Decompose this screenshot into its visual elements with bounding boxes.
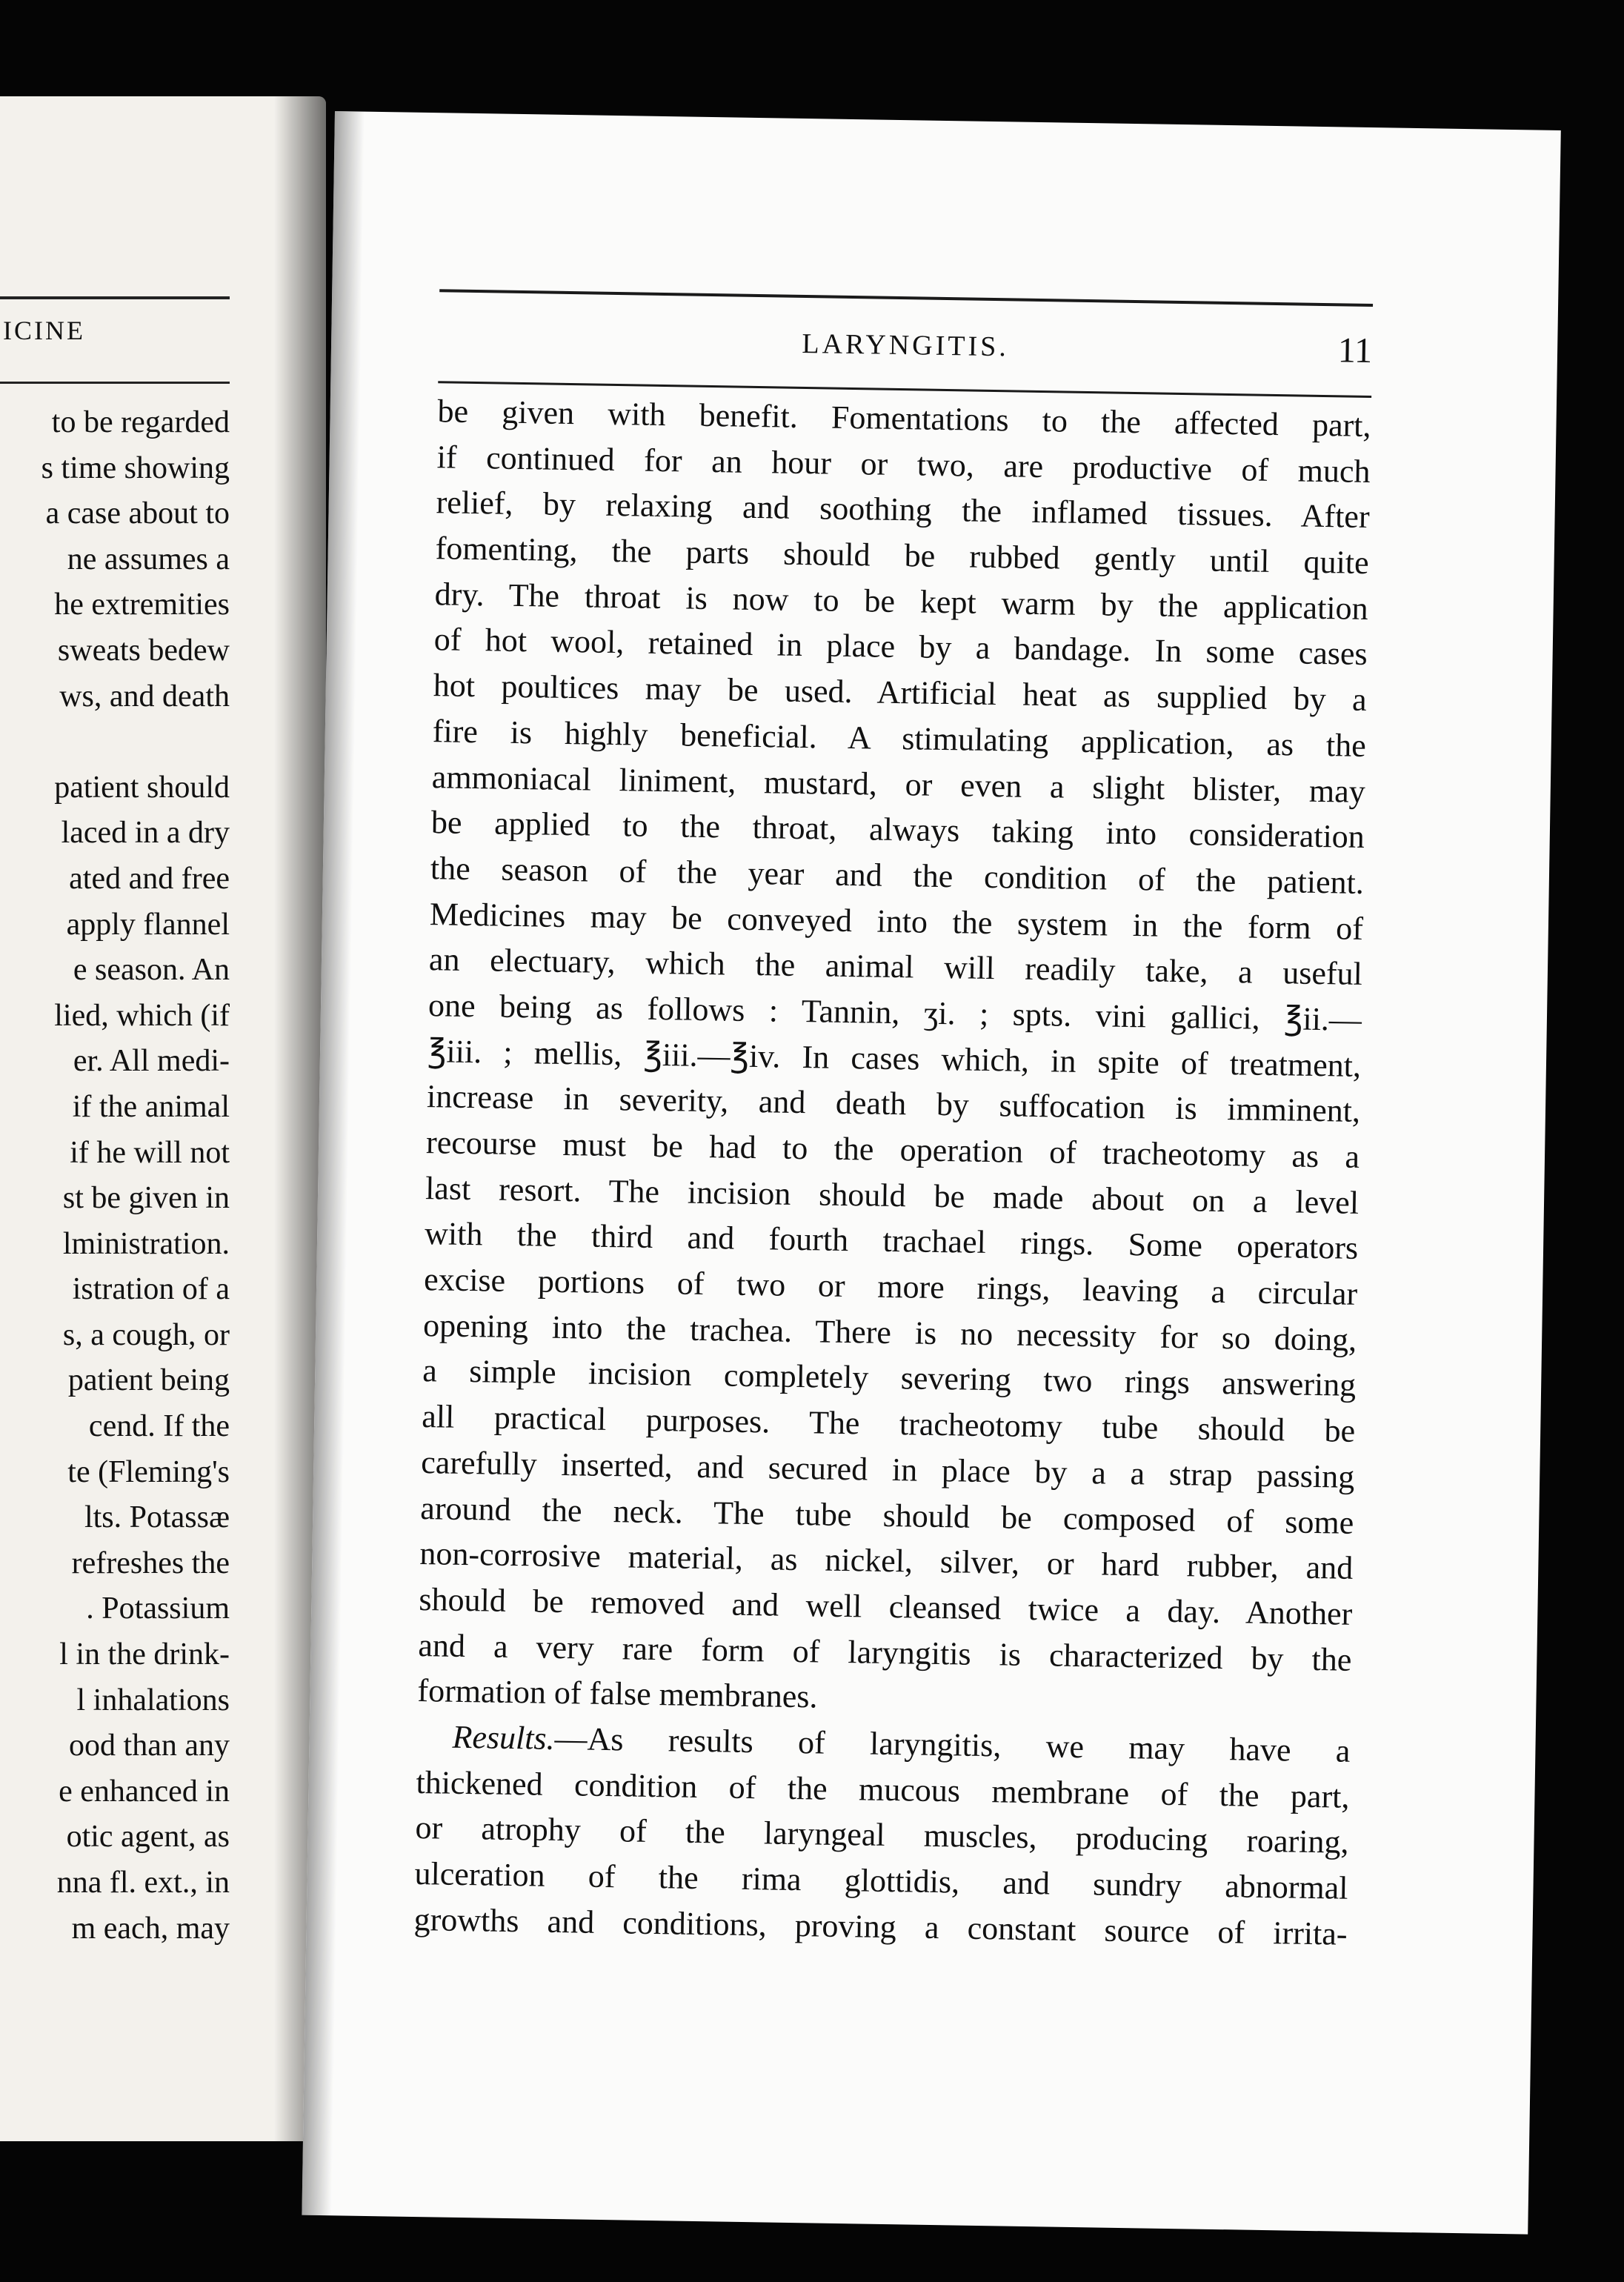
text-line: s time showing [41, 450, 230, 485]
text-line: opening into the trachea. There is no necessity for so doing, [422, 1306, 1357, 1358]
text-line: thickened condition of the mucous membrane of the part, [416, 1763, 1350, 1815]
text-line: lts. Potassæ [84, 1500, 230, 1535]
running-head [439, 322, 1373, 381]
text-line: carefully inserted, and secured in place by a a strap passing [420, 1443, 1355, 1495]
text-line: to be regarded [51, 405, 230, 439]
text-line: lministration. [62, 1226, 230, 1261]
text-line: cend. If the [88, 1409, 230, 1444]
paragraph-results-body [413, 1760, 1350, 1957]
text-line [0, 719, 230, 765]
text-line: be given with benefit. Fomentations to the affected part, [437, 393, 1371, 445]
text-line: non-corrosive material, as nickel, silver, or hard rubber, and [419, 1535, 1354, 1587]
page-number: 11 [1337, 330, 1373, 371]
text-line: refreshes the [71, 1546, 230, 1580]
left-running-title: ICINE [3, 316, 85, 345]
text-line: Medicines may be conveyed into the system in the form of [429, 895, 1364, 947]
text-line: he extremities [54, 588, 230, 622]
text-line: m each, may [71, 1911, 230, 1946]
text-line: last resort. The incision should be made about on a level [425, 1169, 1360, 1221]
text-line: e enhanced in [59, 1774, 230, 1809]
text-line: if continued for an hour or two, are productive of much [436, 438, 1371, 490]
text-line: s, a cough, or [62, 1317, 230, 1352]
text-line: . Potassium [86, 1591, 230, 1626]
text-line: an electuary, which the animal will readily take, a useful [428, 941, 1363, 993]
text-line: nna fl. ext., in [56, 1866, 230, 1900]
text-line: l in the drink- [59, 1637, 230, 1672]
text-line: of hot wool, retained in place by a bandage. In some cases [433, 621, 1368, 673]
text-line: ated and free [69, 861, 230, 896]
body-text [413, 388, 1371, 1957]
left-page [0, 96, 326, 2141]
text-line: apply flannel [66, 907, 230, 942]
text-line: patient being [67, 1363, 230, 1398]
text-line: the season of the year and the condition of the patient. [430, 850, 1365, 901]
text-line: around the neck. The tube should be composed of some [420, 1489, 1354, 1541]
text-line: growths and conditions, proving a constant source of irrita- [413, 1900, 1348, 1952]
text-line: all practical purposes. The tracheotomy tube should be [421, 1398, 1356, 1449]
results-heading: Results. [452, 1718, 556, 1757]
text-line: or atrophy of the laryngeal muscles, producing roaring, [415, 1809, 1349, 1861]
running-title: LARYNGITIS. [802, 327, 1010, 363]
left-page-text [0, 400, 230, 1952]
text-line: hot poultices may be used. Artificial heat as supplied by a [433, 667, 1368, 719]
text-line: a simple incision completely severing two rings answering [422, 1352, 1357, 1404]
text-line: ℥iii. ; mellis, ℥iii.—℥iv. In cases which, in spite of treatment, [427, 1032, 1362, 1084]
right-page [302, 111, 1560, 2235]
left-header-underline [0, 382, 230, 384]
text-line: ne assumes a [67, 542, 230, 576]
text-line: a case about to [45, 496, 230, 531]
text-line: formation of false membranes. [417, 1672, 818, 1715]
text-line: dry. The throat is now to be kept warm by the application [434, 575, 1369, 627]
text-line: should be removed and well cleansed twice a day. Another [419, 1580, 1353, 1632]
results-first-line: —As results of laryngitis, we may have a [554, 1720, 1351, 1769]
text-line: istration of a [72, 1272, 230, 1307]
text-line: st be given in [62, 1181, 230, 1216]
text-line: ood than any [69, 1729, 230, 1763]
text-line: te (Fleming's [67, 1454, 230, 1489]
text-line: be applied to the throat, always taking into consideration [430, 804, 1365, 856]
text-line: and a very rare form of laryngitis is characterized by the [418, 1626, 1352, 1678]
text-line: relief, by relaxing and soothing the inflamed tissues. After [436, 484, 1370, 536]
text-line: recourse must be had to the operation of tracheotomy as a [425, 1124, 1360, 1175]
text-line: if the animal [72, 1089, 230, 1124]
text-line: e season. An [73, 953, 230, 988]
header-rule [439, 289, 1373, 307]
paragraph-treatment [417, 388, 1371, 1729]
text-line: ulceration of the rima glottidis, and sundry abnormal [414, 1854, 1348, 1906]
left-header-rule [0, 296, 230, 299]
paragraph-results [413, 1714, 1351, 1957]
text-line: otic agent, as [66, 1820, 230, 1854]
text-line: sweats bedew [57, 633, 230, 668]
text-line: l inhalations [76, 1683, 230, 1717]
text-line: laced in a dry [61, 816, 230, 851]
text-line: if he will not [70, 1135, 230, 1170]
text-line: excise portions of two or more rings, leaving a circular [423, 1261, 1358, 1312]
text-line: patient should [54, 770, 230, 805]
text-line: with the third and fourth trachael rings. Some operators [424, 1215, 1359, 1267]
text-line: increase in severity, and death by suffocation is imminent, [426, 1078, 1361, 1130]
text-line: lied, which (if [54, 998, 230, 1033]
text-line: fire is highly beneficial. A stimulating application, as the [432, 712, 1367, 764]
text-line: ws, and death [59, 679, 230, 713]
text-line: ammoniacal liniment, mustard, or even a slight blister, may [431, 758, 1366, 810]
text-line: er. All medi- [73, 1044, 230, 1079]
text-line: one being as follows : Tannin, ʒi. ; spts. vini gallici, ℥ii.— [427, 987, 1362, 1038]
text-line: fomenting, the parts should be rubbed gently until quite [435, 530, 1369, 582]
